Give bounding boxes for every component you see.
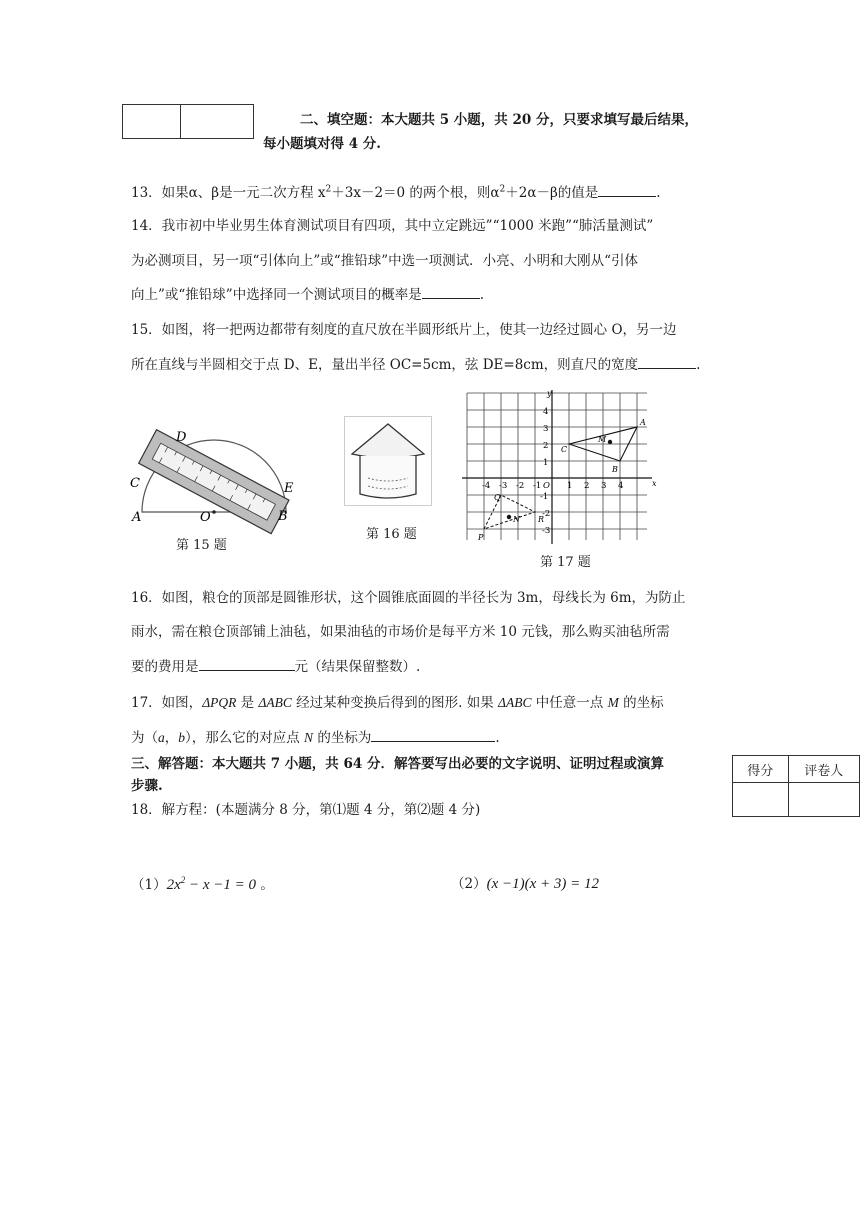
q17-text-d: 中任意一点: [531, 695, 608, 711]
q17-line2-text-c: 的坐标为: [313, 730, 372, 746]
q13-end: .: [656, 185, 661, 201]
fig17-x-tick: 1: [567, 481, 573, 491]
section3-heading-line1: 三、解答题：本大题共 7 小题，共 64 分．解答要写出必要的文字说明、证明过程或演算: [131, 756, 664, 772]
grading-score-cell[interactable]: [733, 783, 789, 817]
fig17-x-tick: 3: [601, 481, 607, 491]
question-16-line2: 雨水，需在粮仓顶部铺上油毡，如果油毡的市场价是每平方米 10 元钱，那么购买油毡所需: [131, 624, 670, 640]
q18-part-2: [451, 872, 599, 893]
q17-end: .: [495, 730, 500, 746]
fig17-point-q: Q: [494, 493, 501, 502]
fig17-point-b: B: [612, 465, 618, 474]
q17-pqr: ΔPQR: [202, 695, 237, 710]
fig17-origin-label: O: [543, 481, 550, 491]
fig17-x-tick: 4: [618, 481, 624, 491]
fig17-y-tick: 4: [543, 407, 549, 417]
grading-header-score: 得分: [733, 756, 789, 783]
q13-text-c: ＋2α－β的值是: [505, 185, 599, 201]
fig15-label-e: E: [284, 481, 294, 496]
question-15-line1: 15．如图，将一把两边都带有刻度的直尺放在半圆形纸片上，使其一边经过圆心 O，另一边: [131, 322, 677, 338]
top-score-cell-2: [181, 105, 254, 139]
fig17-axis-x: x: [652, 479, 657, 488]
fig17-point-c: C: [561, 445, 568, 454]
question-14-line2: 为必测项目，另一项“引体向上”或“推铅球”中选一项测试．小亮、小明和大刚从“引体: [131, 253, 639, 269]
q18-part1-end: 。: [256, 877, 274, 893]
figure-15: [126, 420, 306, 540]
q18-part1-eq-b: − x −1 = 0: [185, 877, 257, 893]
fig17-y-tick: -2: [542, 509, 551, 519]
top-score-table: [122, 104, 254, 139]
q18-part1-eq-sup: 2: [180, 875, 186, 885]
fig17-point-r: R: [538, 515, 545, 524]
question-15-line2: [131, 353, 700, 373]
fig17-y-tick: -3: [542, 526, 551, 536]
fig17-y-tick: 2: [543, 441, 549, 451]
q18-part1-eq-a: 2x: [166, 877, 181, 893]
question-16-line3: [131, 655, 420, 675]
q17-text-a: 17．如图，: [131, 695, 203, 711]
fig17-y-tick: 3: [543, 424, 549, 434]
fig15-label-b: B: [278, 509, 288, 524]
figure-15-caption: 第 15 题: [176, 538, 227, 553]
q18-part1-label: （1）: [131, 877, 167, 893]
q15-end: .: [696, 357, 701, 373]
question-14-line3: [131, 283, 484, 303]
fig17-x-tick: 2: [584, 481, 590, 491]
q14-answer-blank[interactable]: [422, 298, 480, 299]
question-17-line1: [131, 691, 664, 711]
question-13: [131, 181, 661, 201]
question-18-title: 18．解方程：(本题满分 8 分，第⑴题 4 分，第⑵题 4 分): [131, 802, 481, 818]
fig17-x-tick: -1: [533, 481, 542, 491]
q13-text-a: 13．如果α、β是一元二次方程 x: [131, 185, 326, 201]
q17-n: N: [304, 730, 314, 745]
fig15-label-d: D: [176, 430, 187, 445]
fig17-y-tick: 1: [543, 458, 549, 468]
q18-part1-equation: [167, 877, 256, 893]
question-17-line2: [131, 726, 500, 746]
fig15-label-a: A: [132, 510, 142, 525]
figure-17-caption: 第 17 题: [540, 555, 591, 570]
q16-line3-text-a: 要的费用是: [131, 659, 199, 675]
q18-part2-label: （2）: [451, 876, 487, 892]
q17-comma: ，: [164, 730, 179, 746]
q17-abc: ΔABC: [258, 695, 292, 710]
q13-sup-a: 2: [325, 184, 332, 195]
q18-part2-equation: (x −1)(x + 3) = 12: [486, 876, 600, 892]
q13-text-b: ＋3x－2＝0 的两个根，则α: [331, 185, 500, 201]
fig17-point-n: N: [513, 515, 520, 524]
question-14-line1: 14．我市初中毕业男生体育测试项目有四项，其中立定跳远”“1000 米跑”“肺活量测试”: [131, 218, 654, 234]
q14-end: .: [479, 287, 485, 303]
fig17-point-p: P: [478, 533, 484, 542]
q17-abc-2: ΔABC: [498, 695, 532, 710]
q16-line3-text-b: 元（结果保留整数）.: [294, 659, 421, 675]
q15-line2-text: 所在直线与半圆相交于点 D、E，量出半径 OC=5cm，弦 DE=8cm，则直尺的宽度: [131, 357, 639, 373]
q18-part-1: [131, 873, 274, 894]
fig17-x-tick: -2: [516, 481, 525, 491]
q17-text-b: 是: [236, 695, 259, 711]
figure-17: [462, 388, 662, 548]
q17-line2-text-b: ），那么它的对应点: [185, 730, 305, 746]
figure-16-caption: 第 16 题: [366, 527, 417, 542]
q17-text-c: 经过某种变换后得到的图形. 如果: [291, 695, 499, 711]
fig17-point-m: M: [598, 435, 607, 444]
grading-header-grader: 评卷人: [788, 756, 860, 783]
q16-answer-blank[interactable]: [199, 670, 295, 671]
q17-var-b: b: [178, 730, 185, 745]
q14-line3-text: 向上”或“推铅球”中选择同一个测试项目的概率是: [131, 287, 422, 303]
fig17-point-a: A: [640, 418, 646, 427]
q17-var-a: a: [158, 730, 165, 745]
fig15-label-c: C: [130, 476, 140, 491]
q13-sup-b: 2: [499, 184, 506, 195]
q15-answer-blank[interactable]: [638, 368, 696, 369]
fig17-x-tick: -4: [482, 481, 491, 491]
question-16-line1: 16．如图，粮仓的顶部是圆锥形状，这个圆锥底面圆的半径长为 3m，母线长为 6m，为防止: [131, 590, 686, 606]
q17-line2-text-a: 为（: [131, 730, 158, 746]
top-score-cell-1: [123, 105, 181, 139]
fig17-y-tick: -1: [540, 492, 549, 502]
q17-text-e: 的坐标: [618, 695, 664, 711]
grading-table: [732, 755, 860, 817]
q13-answer-blank[interactable]: [598, 196, 656, 197]
figure-16: [344, 416, 432, 506]
fig17-x-tick: -3: [499, 481, 508, 491]
fig15-label-o: O: [200, 510, 211, 525]
section3-heading-line2: 步骤.: [131, 778, 163, 794]
section2-heading-line2: 每小题填对得 4 分.: [263, 136, 381, 152]
q17-m: M: [607, 695, 619, 710]
grading-grader-cell[interactable]: [788, 783, 860, 817]
q17-answer-blank[interactable]: [371, 741, 495, 742]
section2-heading-line1: 二、填空题：本大题共 5 小题，共 20 分，只要求填写最后结果，: [300, 112, 698, 128]
fig17-axis-y: y: [547, 389, 552, 398]
